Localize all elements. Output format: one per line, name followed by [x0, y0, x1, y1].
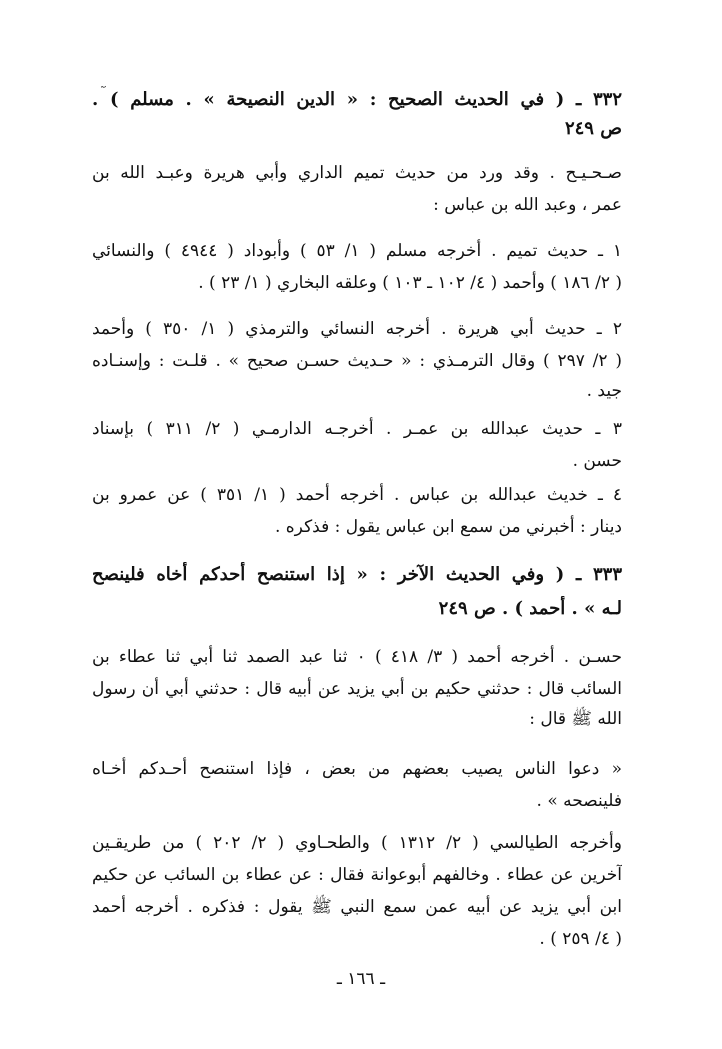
entry-332-para-5-line-2: دينار : أخبرني من سمع ابن عباس يقول : فذكره . [274, 517, 622, 537]
entry-332-heading-line-2: ص ٢٤٩ [564, 118, 622, 139]
entry-333-para-2-line-1: « دعوا الناس يصيب بعضهم من بعض ، فإذا استنصح أحـدكم أخـاه [92, 759, 622, 779]
entry-332-para-2-line-2: ( ٢/ ١٨٦ ) وأحمد ( ٤/ ١٠٢ ـ ١٠٣ ) وعلقه البخاري ( ١/ ٢٣ ) . [198, 273, 622, 293]
entry-333-para-3-line-1: وأخرجه الطيالسي ( ٢/ ١٣١٢ ) والطحـاوي ( ٢/ ٢٠٢ ) من طريقـين [92, 833, 622, 853]
entry-333-para-1-line-1: حسـن . أخرجه أحمد ( ٣/ ٤١٨ ) ٠ ثنا عبد الصمد ثنا أبي ثنا عطاء بن [92, 647, 622, 667]
page-number: ـ ١٦٦ ـ [336, 969, 386, 989]
entry-333-para-2-line-2: فلينصحه » . [536, 791, 622, 811]
entry-333-heading-line-1: ٣٣٣ ـ ( وفي الحديث الآخر : « إذا استنصح أحدكم أخاه فلينصح [92, 564, 622, 585]
entry-332-para-1-line-1: صـحـيـح . وقد ورد من حديث تميم الداري وأبي هريرة وعبـد الله بن [92, 163, 622, 183]
entry-332-para-4-line-1: ٣ ـ حديث عبدالله بن عمـر . أخرجـه الدارمـي ( ٢/ ٣١١ ) بإسناد [92, 419, 622, 439]
entry-332-para-2-line-1: ١ ـ حديث تميم . أخرجه مسلم ( ١/ ٥٣ ) وأبوداد ( ٤٩٤٤ ) والنسائي [92, 241, 622, 261]
entry-332-heading-line-1: ٣٣٢ ـ ( في الحديث الصحيح : « الدين النصيحة » . مسلم ) . [92, 89, 622, 110]
entry-332-para-3-line-2: ( ٢/ ٢٩٧ ) وقال الترمـذي : « حـديث حسـن صحيح » . قلـت : وإسنـاده [92, 351, 622, 371]
entry-333-para-3-line-3: ابن أبي يزيد عن أبيه عمن سمع النبي ﷺ يقول : فذكره . أخرجه أحمد [92, 897, 622, 917]
entry-333-para-1-line-3: الله ﷺ قال : [529, 709, 622, 729]
entry-332-para-3-line-3: جيد . [586, 381, 622, 401]
entry-332-para-4-line-2: حسن . [572, 451, 622, 471]
entry-333-para-1-line-2: السائب قال : حدثني حكيم بن أبي يزيد عن أبيه قال : حدثني أبي أن رسول [92, 679, 622, 699]
entry-332-para-1-line-2: عمر ، وعبد الله بن عباس : [433, 195, 622, 215]
entry-333-para-3-line-4: ( ٤/ ٢٥٩ ) . [539, 929, 622, 949]
entry-332-para-5-line-1: ٤ ـ خديث عبدالله بن عباس . أخرجه أحمد ( ١/ ٣٥١ ) عن عمرو بن [92, 485, 622, 505]
entry-333-para-3-line-2: آخرين عن عطاء . وخالفهم أبوعوانة فقال : عن عطاء بن السائب عن حكيم [92, 865, 622, 885]
entry-333-heading-line-2: لـه » . أحمد ) . ص ٢٤٩ [438, 598, 622, 619]
entry-332-para-3-line-1: ٢ ـ حديث أبي هريرة . أخرجه النسائي والترمذي ( ١/ ٣٥٠ ) وأحمد [92, 319, 622, 339]
